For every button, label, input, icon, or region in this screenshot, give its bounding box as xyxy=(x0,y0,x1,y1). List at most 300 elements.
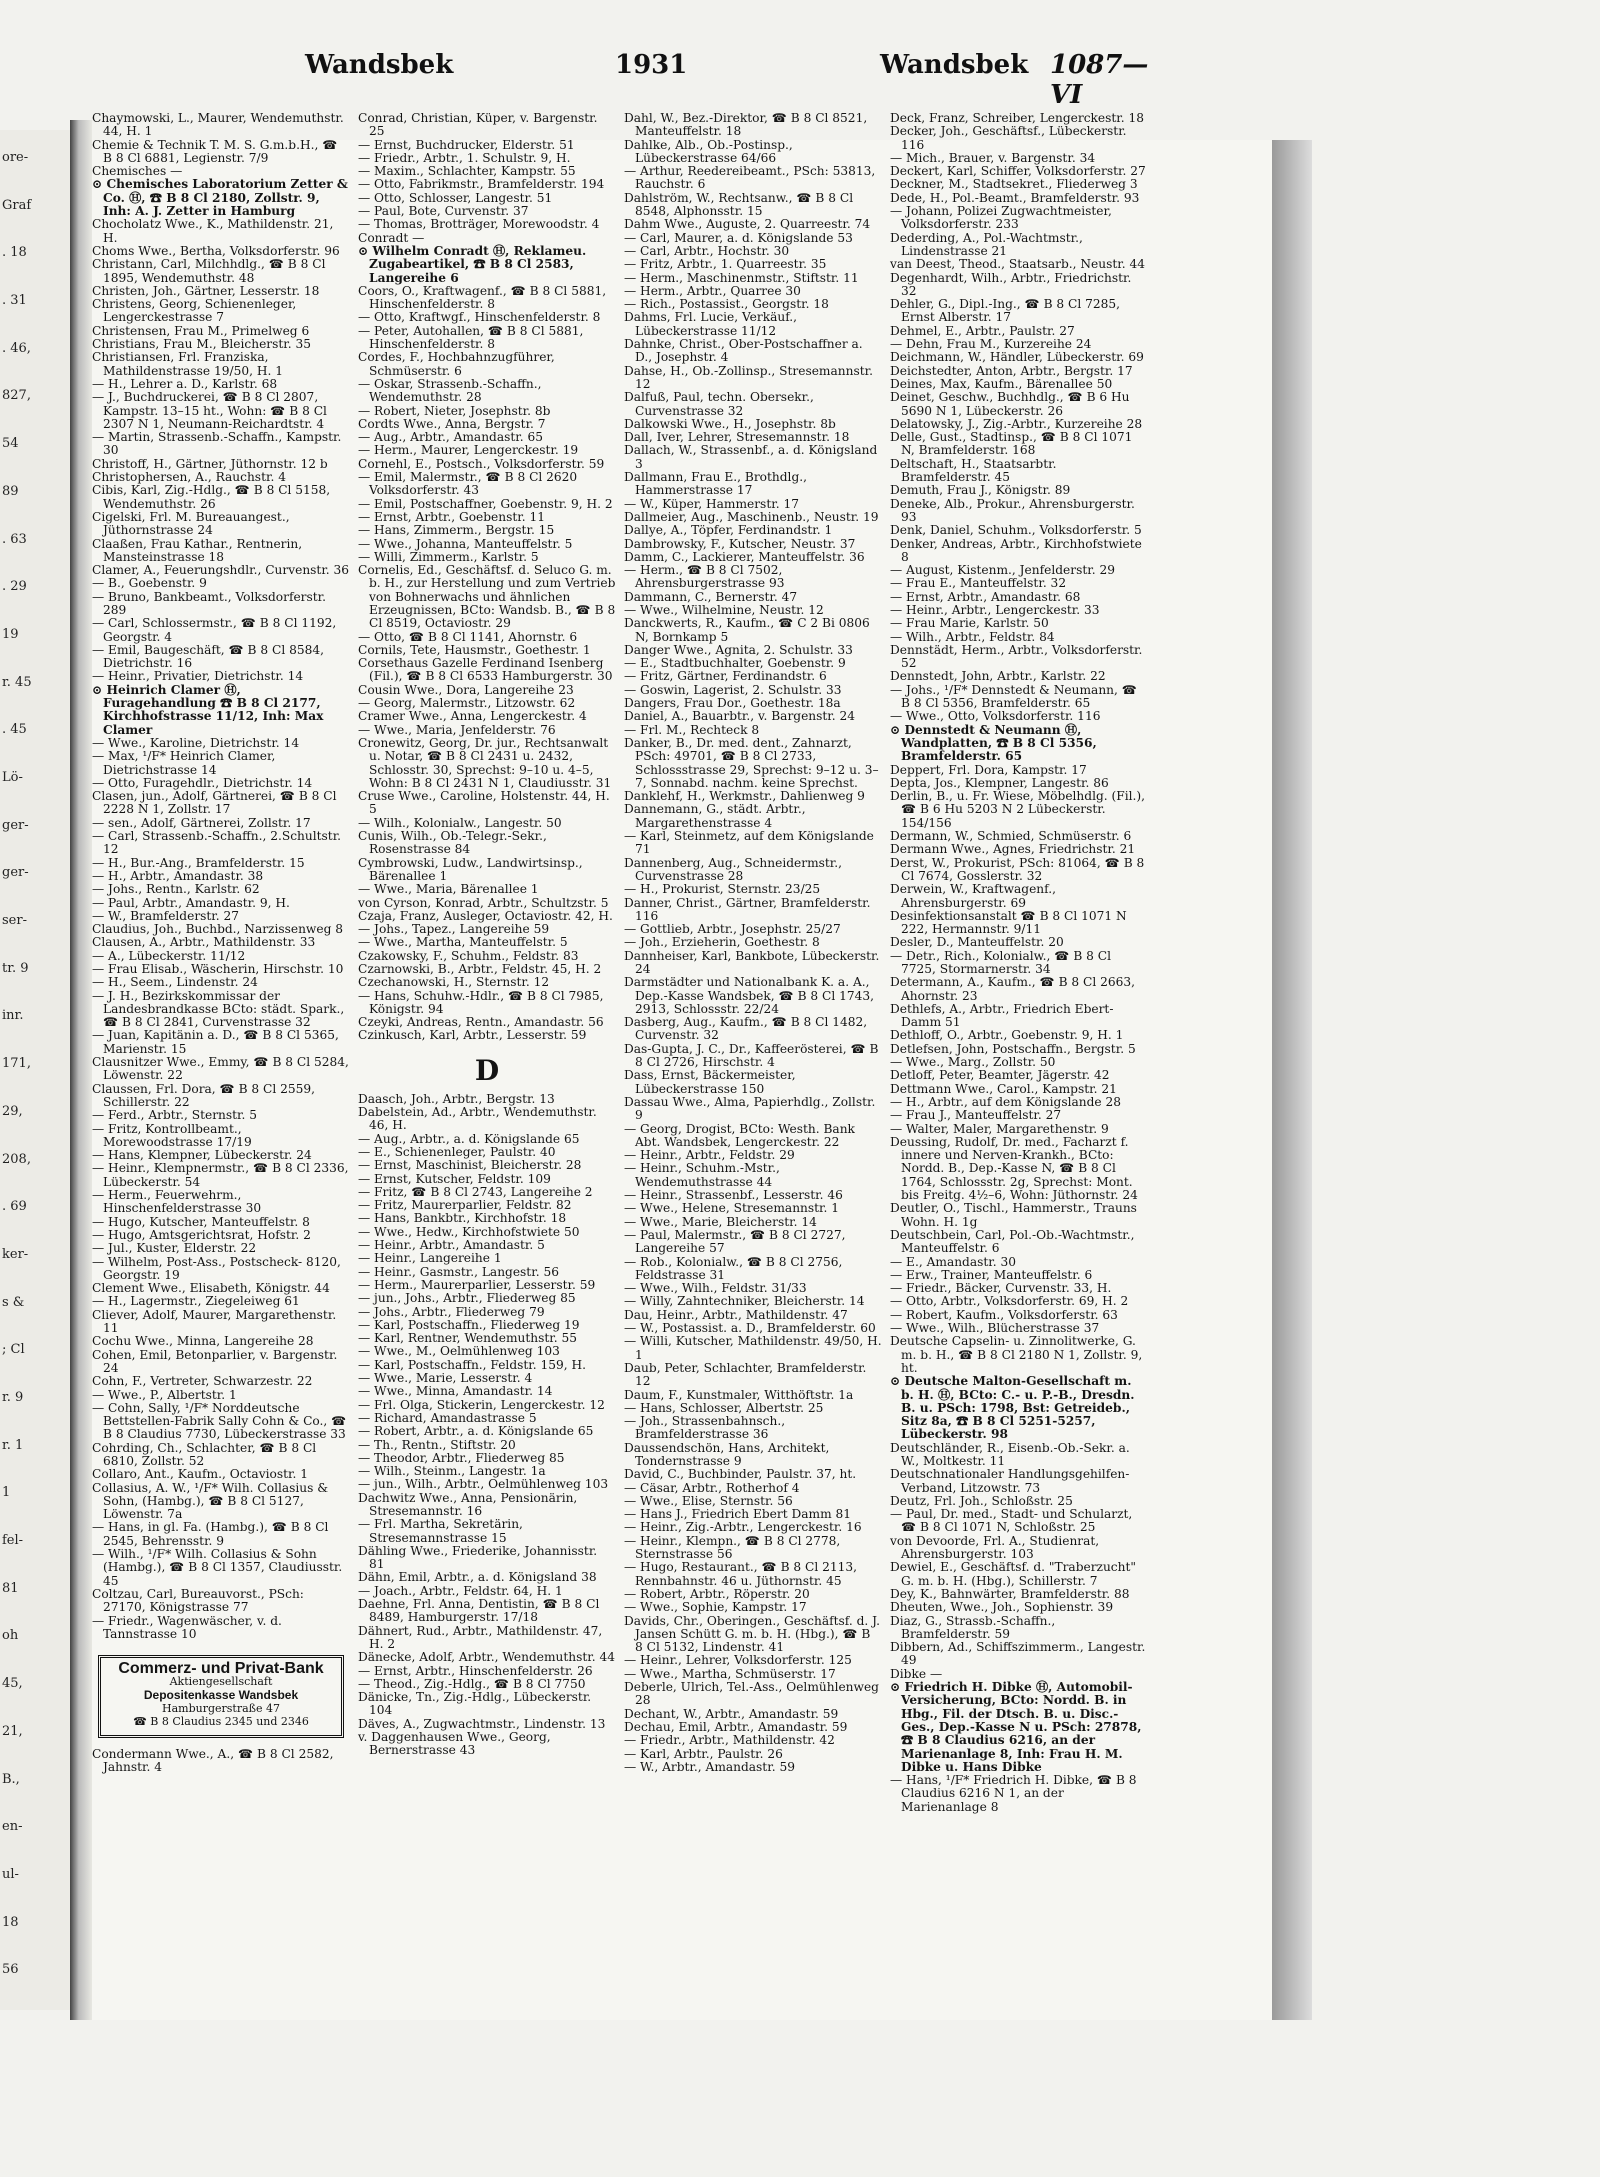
directory-entry: — Ernst, Maschinist, Bleicherstr. 28 xyxy=(358,1158,582,1173)
directory-entry: — Wwe., Wilhelmine, Neustr. 12 xyxy=(624,602,824,617)
directory-entry: Cohn, F., Vertreter, Schwarzestr. 22 xyxy=(92,1374,313,1389)
directory-entry: — Peter, Autohallen, ☎ B 8 Cl 5881, Hinschenfelderstr. 8 xyxy=(358,323,584,352)
directory-entry: — Bruno, Bankbeamt., Volksdorferstr. 289 xyxy=(92,589,327,617)
directory-entry: Clamer, A., Feuerungshdlr., Curvenstr. 36 xyxy=(92,563,350,578)
directory-entry: — Erw., Trainer, Manteuffelstr. 6 xyxy=(890,1267,1093,1282)
directory-entry: — Friedr., Arbtr., Mathildenstr. 42 xyxy=(624,1733,835,1748)
directory-entry: Dambrowsky, F., Kutscher, Neustr. 37 xyxy=(624,536,856,551)
directory-entry: — Frl. Martha, Sekretärin, Stresemannstrasse 15 xyxy=(358,1517,523,1545)
directory-entry: — Wilh., Arbtr., Feldstr. 84 xyxy=(890,629,1055,644)
directory-entry: — Robert, Kaufm., Volksdorferstr. 63 xyxy=(890,1307,1118,1322)
directory-entry: — Joach., Arbtr., Feldstr. 64, H. 1 xyxy=(358,1583,563,1598)
directory-entry: — Carl, Schlossermstr., ☎ B 8 Cl 1192, Georgstr. 4 xyxy=(92,616,337,644)
prev-page-fragment: 45, xyxy=(2,1676,23,1692)
directory-entry: Cornils, Tete, Hausmstr., Goethestr. 1 xyxy=(358,642,591,657)
directory-entry: — Otto, Schlosser, Langestr. 51 xyxy=(358,190,553,205)
directory-entry: — Hans, ¹/F* Friedrich H. Dibke, ☎ B 8 Claudius 6216 N 1, an der Marienanlage 8 xyxy=(890,1773,1137,1814)
directory-entry: — Wwe., Sophie, Kampstr. 17 xyxy=(624,1600,807,1615)
directory-entry: — Willy, Zahntechniker, Bleicherstr. 14 xyxy=(624,1294,865,1309)
directory-entry: Dethlefs, A., Arbtr., Friedrich Ebert-Damm 51 xyxy=(890,1001,1114,1030)
directory-entry: — Wwe., Marie, Lesserstr. 4 xyxy=(358,1371,533,1386)
prev-page-fragment: 1 xyxy=(2,1485,11,1501)
prev-page-fragment: . 63 xyxy=(2,531,27,547)
ad-line4: ☎ B 8 Claudius 2345 und 2346 xyxy=(133,1715,309,1729)
directory-entry: — Heinr., Klempn., ☎ B 8 Cl 2778, Sternstrasse 56 xyxy=(624,1533,841,1562)
directory-entry: v. Daggenhausen Wwe., Georg, Bernerstrasse 43 xyxy=(358,1730,551,1758)
directory-entry: — Karl, Postschaffn., Fliederweg 19 xyxy=(358,1317,580,1332)
directory-entry: Dass, Ernst, Bäckermeister, Lübeckerstrasse 150 xyxy=(624,1068,796,1096)
directory-entry: — Karl, Postschaffn., Feldstr. 159, H. xyxy=(358,1357,587,1372)
directory-entry: Depta, Jos., Klempner, Langestr. 86 xyxy=(890,775,1109,790)
directory-entry: Determann, A., Kaufm., ☎ B 8 Cl 2663, Ahornstr. 23 xyxy=(890,975,1136,1003)
directory-entry: — Herm., Arbtr., Quarree 30 xyxy=(624,283,801,298)
directory-entry: — Cäsar, Arbtr., Rotherhof 4 xyxy=(624,1480,800,1495)
directory-entry: Dermann, W., Schmied, Schmüserstr. 6 xyxy=(890,829,1132,844)
directory-entry: — Robert, Arbtr., a. d. Königslande 65 xyxy=(358,1424,594,1439)
directory-entry: — Heinr., Strassenbf., Lesserstr. 46 xyxy=(624,1188,843,1203)
prev-page-fragment: 89 xyxy=(2,483,19,499)
prev-page-fragment: 171, xyxy=(2,1056,31,1072)
directory-entry: — Maxim., Schlachter, Kampstr. 55 xyxy=(358,164,576,179)
directory-entry: Cordes, F., Hochbahnzugführer, Schmüserstr. 6 xyxy=(358,350,555,378)
directory-entry: Dänicke, Tn., Zig.-Hdlg., Lübeckerstr. 104 xyxy=(358,1690,592,1718)
directory-entry: — Joh., Erzieherin, Goethestr. 8 xyxy=(624,935,820,950)
prev-page-fragment: B., xyxy=(2,1771,20,1787)
directory-entry: Deichmann, W., Händler, Lübeckerstr. 69 xyxy=(890,350,1144,365)
directory-entry: — Hans J., Friedrich Ebert Damm 81 xyxy=(624,1507,852,1522)
directory-entry: Daum, F., Kunstmaler, Witthöftstr. 1a xyxy=(624,1387,854,1402)
directory-entry: Danker, B., Dr. med. dent., Zahnarzt, PSch: 49701, ☎ B 8 Cl 2733, Schlossstrasse 29, Sprechst: 9–12 u. 3–7, Sonnabd. nachm. keine Sprechst. xyxy=(624,735,879,790)
directory-entry: Demuth, Frau J., Königstr. 89 xyxy=(890,483,1071,498)
directory-entry: — Heinr., Arbtr., Lengerckestr. 33 xyxy=(890,602,1100,617)
directory-entry: — H., Lehrer a. D., Karlstr. 68 xyxy=(92,376,278,391)
directory-entry: — Martin, Strassenb.-Schaffn., Kampstr. 30 xyxy=(92,430,342,458)
directory-entry: — Frau Elisab., Wäscherin, Hirschstr. 10 xyxy=(92,962,344,976)
directory-entry: — jun., Wilh., Arbtr., Oelmühlenweg 103 xyxy=(358,1477,609,1492)
directory-entry: Davids, Chr., Oberingen., Geschäftsf. d. J. Jansen Schütt G. m. b. H. (Hbg.), ☎ B 8 Cl 5132, Lindenstr. 41 xyxy=(624,1613,880,1655)
column-4 xyxy=(890,112,1148,1814)
directory-entry: — Frl. M., Rechteck 8 xyxy=(624,722,760,737)
directory-entry: Denker, Andreas, Arbtr., Kirchhofstwiete 8 xyxy=(890,536,1142,564)
directory-entry: Cousin Wwe., Dora, Langereihe 23 xyxy=(358,682,574,697)
directory-entry: Dechau, Emil, Arbtr., Amandastr. 59 xyxy=(624,1719,848,1734)
directory-entry: — Johs., Arbtr., Fliederweg 79 xyxy=(358,1304,545,1319)
directory-entry: Chaymowski, L., Maurer, Wendemuthstr. 44, H. 1 xyxy=(92,111,344,139)
prev-page-fragment: . 29 xyxy=(2,579,27,595)
bank-advertisement xyxy=(98,1655,344,1737)
directory-entry: von Cyrson, Konrad, Arbtr., Schultzstr. 5 xyxy=(358,895,609,910)
directory-entry: — Hugo, Restaurant., ☎ B 8 Cl 2113, Rennbahnstr. 46 u. Jüthornstr. 45 xyxy=(624,1560,858,1588)
directory-entry: — Ernst, Kutscher, Feldstr. 109 xyxy=(358,1171,551,1186)
directory-entry: — H., Prokurist, Sternstr. 23/25 xyxy=(624,882,821,897)
directory-entry: Deneke, Alb., Prokur., Ahrensburgerstr. 93 xyxy=(890,496,1135,524)
directory-entry: — Otto, Arbtr., Volksdorferstr. 69, H. 2 xyxy=(890,1294,1129,1309)
page-header xyxy=(90,50,1160,110)
prev-page-fragment: inr. xyxy=(2,1008,24,1024)
ad-line2: Depositenkasse Wandsbek xyxy=(143,1687,299,1702)
directory-entry: — Aug., Arbtr., Amandastr. 65 xyxy=(358,430,544,445)
directory-entry: — Heinr., Arbtr., Feldstr. 29 xyxy=(624,1148,795,1163)
directory-entry: Dahse, H., Ob.-Zollinsp., Stresemannstr. 12 xyxy=(624,363,873,391)
directory-entry: Cliever, Adolf, Maurer, Margarethenstr. 11 xyxy=(92,1307,337,1336)
directory-entry: Christen, Joh., Gärtner, Lesserstr. 18 xyxy=(92,283,320,298)
directory-entry: Detloff, Peter, Beamter, Jägerstr. 42 xyxy=(890,1068,1110,1083)
directory-entry: Czeyki, Andreas, Rentn., Amandastr. 56 xyxy=(358,1015,604,1030)
directory-entry: Dethloff, O., Arbtr., Goebenstr. 9, H. 1 xyxy=(890,1028,1124,1043)
directory-entry: — Thomas, Brotträger, Morewoodstr. 4 xyxy=(358,217,600,232)
directory-entry: Darmstädter und Nationalbank K. a. A., Dep.-Kasse Wandsbek, ☎ B 8 Cl 1743, 2913, Schlossstr. 22/24 xyxy=(624,975,875,1016)
directory-entry: Denk, Daniel, Schuhm., Volksdorferstr. 5 xyxy=(890,523,1142,538)
directory-entry: — Emil, Postschaffner, Goebenstr. 9, H. 2 xyxy=(358,496,613,511)
directory-entry: — Fritz, Maurerparlier, Feldstr. 82 xyxy=(358,1198,572,1213)
directory-entry: — Fritz, Kontrollbeamt., Morewoodstrasse 17/19 xyxy=(92,1121,252,1149)
directory-entry: — E., Schienenleger, Paulstr. 40 xyxy=(358,1144,556,1159)
directory-entry: — Georg, Drogist, BCto: Westh. Bank Abt. Wandsbek, Lengerckestr. 22 xyxy=(624,1121,855,1149)
directory-entry: Cramer Wwe., Anna, Lengerckestr. 4 xyxy=(358,709,587,724)
prev-page-fragment: Graf xyxy=(2,197,32,213)
directory-entry: van Deest, Theod., Staatsarb., Neustr. 44 xyxy=(890,257,1145,272)
directory-entry: Däves, A., Zugwachtmstr., Lindenstr. 13 xyxy=(358,1716,606,1731)
directory-entry: — Frl. Olga, Stickerin, Lengerckestr. 12 xyxy=(358,1397,605,1412)
header-city-right: Wandsbek xyxy=(880,50,1029,80)
directory-entry: Dahms, Frl. Lucie, Verkäuf., Lübeckerstrasse 11/12 xyxy=(624,310,798,338)
directory-entry: Dähn, Emil, Arbtr., a. d. Königsland 38 xyxy=(358,1570,597,1585)
directory-entry: — Herm., Maurerparlier, Lesserstr. 59 xyxy=(358,1277,596,1292)
directory-entry: Danklehf, H., Werkmstr., Dahlienweg 9 xyxy=(624,789,865,804)
directory-entry: — Wwe., Marg., Zollstr. 50 xyxy=(890,1055,1056,1070)
directory-entry: Dallye, A., Töpfer, Ferdinandstr. 1 xyxy=(624,523,833,538)
prev-page-fragment: tr. 9 xyxy=(2,960,29,976)
directory-entry: — Carl, Strassenb.-Schaffn., 2.Schultstr. 12 xyxy=(92,829,342,857)
directory-entry: — H., Arbtr., auf dem Königslande 28 xyxy=(890,1094,1122,1109)
directory-entry: Collasius, A. W., ¹/F* Wilh. Collasius & Sohn, (Hambg.), ☎ B 8 Cl 5127, Löwenstr. 7a xyxy=(92,1480,329,1522)
directory-entry: Conrad, Christian, Küper, v. Bargenstr. 25 xyxy=(358,111,598,139)
directory-entry: Cornelis, Ed., Geschäftsf. d. Seluco G. m. b. H., zur Herstellung und zum Vertrieb von Bohnerwachs und ähnlichen Erzeugnissen, BCto: Wandsb. B., ☎ B 8 Cl 8519, Octaviostr. 29 xyxy=(358,563,616,631)
directory-entry: Cigelski, Frl. M. Bureauangest., Jüthornstrasse 24 xyxy=(92,509,290,538)
directory-entry: Coors, O., Kraftwagenf., ☎ B 8 Cl 5881, Hinschenfelderstr. 8 xyxy=(358,283,607,312)
prev-page-fragment: 29, xyxy=(2,1103,23,1119)
directory-entry: Derst, W., Prokurist, PSch: 81064, ☎ B 8 Cl 7674, Gosslerstr. 32 xyxy=(890,855,1145,883)
directory-entry: Dall, Iver, Lehrer, Stresemannstr. 18 xyxy=(624,430,850,445)
directory-entry: Cibis, Karl, Zig.-Hdlg., ☎ B 8 Cl 5158, Wendemuthstr. 26 xyxy=(92,483,331,511)
directory-entry: Das-Gupta, J. C., Dr., Kaffeerösterei, ☎ B 8 Cl 2726, Hirschstr. 4 xyxy=(624,1041,879,1070)
directory-entry: Dachwitz Wwe., Anna, Pensionärin, Stresemannstr. 16 xyxy=(358,1490,578,1518)
directory-entry: — Otto, Fabrikmstr., Bramfelderstr. 194 xyxy=(358,177,605,192)
directory-entry: Decker, Joh., Geschäftsf., Lübeckerstr. 116 xyxy=(890,124,1127,152)
directory-entry: — Rich., Postassist., Georgstr. 18 xyxy=(624,297,829,312)
directory-entry: — Ferd., Arbtr., Sternstr. 5 xyxy=(92,1108,258,1123)
prev-page-fragment: en- xyxy=(2,1819,23,1835)
directory-entry: — Robert, Nieter, Josephstr. 8b xyxy=(358,403,551,418)
directory-entry: Chocholatz Wwe., K., Mathildenstr. 21, H. xyxy=(92,217,334,245)
previous-page-edge xyxy=(0,130,73,2010)
prev-page-fragment: 81 xyxy=(2,1580,19,1596)
directory-entry: — Ernst, Arbtr., Hinschenfelderstr. 26 xyxy=(358,1663,593,1678)
column-3 xyxy=(624,112,882,1774)
directory-entry: Dasberg, Aug., Kaufm., ☎ B 8 Cl 1482, Curvenstr. 32 xyxy=(624,1015,868,1043)
directory-entry: — Otto, Kraftwgf., Hinschenfelderstr. 8 xyxy=(358,310,601,325)
directory-entry: Dehmel, E., Arbtr., Paulstr. 27 xyxy=(890,323,1075,338)
directory-entry: — Wilh., Steinm., Langestr. 1a xyxy=(358,1464,546,1479)
directory-entry: — W., Küper, Hammerstr. 17 xyxy=(624,496,799,511)
directory-entry: — J. H., Bezirkskommissar der Landesbrandkasse BCto: städt. Spark., ☎ B 8 Cl 2841, Curvenstrasse 32 xyxy=(92,988,345,1030)
directory-entry: — Karl, Steinmetz, auf dem Königslande 71 xyxy=(624,829,874,857)
directory-entry: — Herm., Feuerwehrm., Hinschenfelderstrasse 30 xyxy=(92,1188,262,1216)
directory-entry: Corsethaus Gazelle Ferdinand Isenberg (Fil.), ☎ B 8 Cl 6533 Hamburgerstr. 30 xyxy=(358,656,613,684)
prev-page-fragment: r. 9 xyxy=(2,1390,24,1405)
directory-entry: — H., Lagermstr., Ziegeleiweg 61 xyxy=(92,1294,300,1309)
directory-entry: ⊙ Chemisches Laboratorium Zetter & Co. Ⓗ, ☎ B 8 Cl 2180, Zollstr. 9, Inh: A. J. Zetter in Hamburg xyxy=(92,177,348,219)
directory-entry: Cornehl, E., Postsch., Volksdorferstr. 59 xyxy=(358,456,605,471)
directory-entry: Dibbern, Ad., Schiffszimmerm., Langestr. 49 xyxy=(890,1640,1146,1668)
directory-entry: Deichstedter, Anton, Arbtr., Bergstr. 17 xyxy=(890,363,1133,378)
directory-entry: Desinfektionsanstalt ☎ B 8 Cl 1071 N 222, Hermannstr. 9/11 xyxy=(890,908,1127,937)
directory-entry: Deckner, M., Stadtsekret., Fliederweg 3 xyxy=(890,177,1138,192)
directory-entry: Deltschaft, H., Staatsarbtr. Bramfelderstr. 45 xyxy=(890,456,1057,485)
directory-entry: — Willi, Zimmerm., Karlstr. 5 xyxy=(358,549,539,564)
directory-entry: Deck, Franz, Schreiber, Lengerckestr. 18 xyxy=(890,111,1145,125)
directory-entry: — Otto, ☎ B 8 Cl 1141, Ahornstr. 6 xyxy=(358,629,578,644)
directory-entry: Deutsche Capselin- u. Zinnolitwerke, G. m. b. H., ☎ B 8 Cl 2180 N 1, Zollstr. 9, ht. xyxy=(890,1334,1143,1375)
directory-entry: Christoff, H., Gärtner, Jüthornstr. 12 b xyxy=(92,456,328,471)
directory-entry: Dennstedt, John, Arbtr., Karlstr. 22 xyxy=(890,669,1106,684)
directory-entry: — Fritz, ☎ B 8 Cl 2743, Langereihe 2 xyxy=(358,1184,593,1199)
prev-page-fragment: r. 1 xyxy=(2,1437,24,1453)
directory-entry: — Cohn, Sally, ¹/F* Norddeutsche Bettstellen-Fabrik Sally Cohn & Co., ☎ B 8 Claudius 7730, Lübeckerstrasse 33 xyxy=(92,1400,347,1442)
directory-entry: Dallmeier, Aug., Maschinenb., Neustr. 19 xyxy=(624,509,879,524)
ad-line1: Aktiengesellschaft xyxy=(169,1675,273,1689)
directory-entry: — Wilh., Kolonialw., Langestr. 50 xyxy=(358,815,562,830)
directory-entry: Dannemann, G., städt. Arbtr., Margarethenstrasse 4 xyxy=(624,802,806,830)
prev-page-fragment: oh xyxy=(2,1628,19,1644)
directory-entry: Deutz, Frl. Joh., Schloßstr. 25 xyxy=(890,1493,1073,1508)
directory-entry: — Hans, Klempner, Lübeckerstr. 24 xyxy=(92,1148,312,1163)
directory-entry: Degenhardt, Wilh., Arbtr., Friedrichstr. 32 xyxy=(890,270,1132,298)
directory-entry: ⊙ Deutsche Malton-Gesellschaft m. b. H. Ⓗ, BCto: C.- u. P.-B., Dresdn. B. u. PSch: 1798, Bst: Getreideb., Sitz 8a, ☎ B 8 Cl 5251-5257, Lübeckerstr. 98 xyxy=(890,1374,1135,1442)
directory-entry: Desler, D., Manteuffelstr. 20 xyxy=(890,935,1064,950)
directory-entry: Dahnke, Christ., Ober-Postschaffner a. D., Josephstr. 4 xyxy=(624,337,863,365)
directory-entry: — Heinr., Lehrer, Volksdorferstr. 125 xyxy=(624,1653,852,1668)
directory-entry: Conradt — xyxy=(358,230,425,245)
directory-entry: Dannheiser, Karl, Bankbote, Lübeckerstr. 24 xyxy=(624,948,880,976)
directory-entry: — Wilh., ¹/F* Wilh. Collasius & Sohn (Hambg.), ☎ B 8 Cl 1357, Claudiusstr. 45 xyxy=(92,1547,343,1588)
directory-entry: — W., Bramfelderstr. 27 xyxy=(92,908,240,923)
directory-entry: — Fritz, Gärtner, Ferdinandstr. 6 xyxy=(624,669,827,684)
directory-entry: Cochu Wwe., Minna, Langereihe 28 xyxy=(92,1334,314,1349)
directory-entry: Condermann Wwe., A., ☎ B 8 Cl 2582, Jahnstr. 4 xyxy=(92,1746,334,1774)
directory-entry: — Goswin, Lagerist, 2. Schulstr. 33 xyxy=(624,682,842,697)
directory-entry: — Joh., Strassenbahnsch., Bramfelderstrasse 36 xyxy=(624,1414,786,1442)
directory-entry: ⊙ Friedrich H. Dibke Ⓗ, Automobil-Versicherung, BCto: Nordd. B. in Hbg., Fil. der Dtsch. B. u. Disc.-Ges., Dep.-Kasse N u. PSch: 27878, ☎ B 8 Claudius 6216, an der Marienanlage 8, Inh: Frau H. M. Dibke u. Hans Dibke xyxy=(890,1680,1142,1774)
prev-page-fragment: ore- xyxy=(2,150,29,165)
directory-entry: Dalkowski Wwe., H., Josephstr. 8b xyxy=(624,416,836,431)
directory-entry: — Paul, Bote, Curvenstr. 37 xyxy=(358,204,529,219)
directory-entry: Dahlström, W., Rechtsanw., ☎ B 8 Cl 8548, Alphonsstr. 15 xyxy=(624,190,854,219)
directory-entry: — Max, ¹/F* Heinrich Clamer, Dietrichstrasse 14 xyxy=(92,749,276,777)
directory-entry: — B., Goebenstr. 9 xyxy=(92,576,207,591)
directory-entry: Cronewitz, Georg, Dr. jur., Rechtsanwalt u. Notar, ☎ B 8 Cl 2431 u. 2432, Schlosstr. 30, Sprechst: 9–10 u. 4–5, Wohn: B 8 Cl 2431 N 1, Claudiusstr. 31 xyxy=(358,735,612,790)
directory-entry: — Friedr., Wagenwäscher, v. d. Tannstrasse 10 xyxy=(92,1613,282,1641)
directory-entry: — Hans, Bankbtr., Kirchhofstr. 18 xyxy=(358,1211,567,1226)
directory-entry: — Friedr., Arbtr., 1. Schulstr. 9, H. xyxy=(358,150,571,165)
directory-entry: Coltzau, Carl, Bureauvorst., PSch: 27170, Königstrasse 77 xyxy=(92,1586,304,1615)
directory-entry: Daasch, Joh., Arbtr., Bergstr. 13 xyxy=(358,1091,555,1106)
directory-entry: Dibke — xyxy=(890,1666,943,1681)
directory-entry: Damm, C., Lackierer, Manteuffelstr. 36 xyxy=(624,549,865,564)
directory-entry: — Ernst, Buchdrucker, Elderstr. 51 xyxy=(358,137,575,152)
directory-entry: — Theod., Zig.-Hdlg., ☎ B 8 Cl 7750 xyxy=(358,1676,586,1691)
directory-entry: Deckert, Karl, Schiffer, Volksdorferstr. 27 xyxy=(890,164,1146,179)
prev-page-fragment: . 46, xyxy=(2,340,31,356)
directory-entry: Cohrding, Ch., Schlachter, ☎ B 8 Cl 6810, Zollstr. 52 xyxy=(92,1440,317,1468)
prev-page-fragment: ger- xyxy=(2,817,29,833)
directory-entry: — Th., Rentn., Stiftstr. 20 xyxy=(358,1437,516,1452)
directory-entry: Dermann Wwe., Agnes, Friedrichstr. 21 xyxy=(890,842,1136,857)
directory-entry: Deberle, Ulrich, Tel.-Ass., Oelmühlenweg 28 xyxy=(624,1680,879,1708)
directory-entry: David, C., Buchbinder, Paulstr. 37, ht. xyxy=(624,1467,857,1482)
section-letter-heading: D xyxy=(474,1053,500,1087)
directory-entry: — Karl, Arbtr., Paulstr. 26 xyxy=(624,1746,783,1761)
prev-page-fragment: ser- xyxy=(2,913,27,929)
directory-entry: — Hugo, Amtsgerichtsrat, Hofstr. 2 xyxy=(92,1227,311,1242)
directory-entry: — H., Seem., Lindenstr. 24 xyxy=(92,975,258,990)
directory-entry: Dabelstein, Ad., Arbtr., Wendemuthstr. 46, H. xyxy=(358,1105,597,1133)
directory-entry: Deussing, Rudolf, Dr. med., Facharzt f. innere und Nerven-Krankh., BCto: Nordd. B., Dep.-Kasse N, ☎ B 8 Cl 1764, Schlossstr. 2g, Sprechst: Mont. bis Freitg. 4½–6, Wohn: Jüthornstr. 24 xyxy=(890,1134,1138,1203)
directory-entry: Christann, Carl, Milchhdlg., ☎ B 8 Cl 1895, Wendemuthstr. 48 xyxy=(92,257,326,285)
directory-entry: Dallmann, Frau E., Brothdlg., Hammerstrasse 17 xyxy=(624,470,808,498)
directory-entry: Collaro, Ant., Kaufm., Octaviostr. 1 xyxy=(92,1467,308,1482)
prev-page-fragment: ker- xyxy=(2,1246,29,1262)
directory-entry: Clausnitzer Wwe., Emmy, ☎ B 8 Cl 5284, Löwenstr. 22 xyxy=(92,1055,349,1083)
directory-entry: — Aug., Arbtr., a. d. Königslande 65 xyxy=(358,1131,580,1146)
directory-entry: — H., Bur.-Ang., Bramfelderstr. 15 xyxy=(92,855,305,870)
directory-entry: Daub, Peter, Schlachter, Bramfelderstr. 12 xyxy=(624,1360,867,1389)
directory-entry: — Carl, Arbtr., Hochstr. 30 xyxy=(624,243,790,258)
directory-entry: — Heinr., Gasmstr., Langestr. 56 xyxy=(358,1264,559,1279)
directory-entry: — Detr., Rich., Kolonialw., ☎ B 8 Cl 7725, Stormarnerstr. 34 xyxy=(890,948,1112,976)
directory-entry: — Wwe., Marie, Bleicherstr. 14 xyxy=(624,1214,817,1229)
prev-page-fragment: ul- xyxy=(2,1866,19,1882)
directory-entry: — E., Amandastr. 30 xyxy=(890,1254,1017,1269)
directory-entry: — Fritz, Arbtr., 1. Quarreestr. 35 xyxy=(624,257,827,272)
directory-entry: — Gottlieb, Arbtr., Josephstr. 25/27 xyxy=(624,922,841,937)
directory-entry: — Juan, Kapitänin a. D., ☎ B 8 Cl 5365, Marienstr. 15 xyxy=(92,1028,339,1056)
directory-entry: Dassau Wwe., Alma, Papierhdlg., Zollstr. 9 xyxy=(624,1094,876,1123)
directory-entry: — Wwe., Helene, Stresemannstr. 1 xyxy=(624,1201,840,1216)
directory-entry: Delle, Gust., Stadtinsp., ☎ B 8 Cl 1071 N, Bramfelderstr. 168 xyxy=(890,430,1133,458)
directory-entry: — Wwe., Hedw., Kirchhofstwiete 50 xyxy=(358,1224,580,1239)
directory-entry: Dede, H., Pol.-Beamt., Bramfelderstr. 93 xyxy=(890,190,1140,205)
header-city-left: Wandsbek xyxy=(305,50,454,80)
directory-entry: — Frau E., Manteuffelstr. 32 xyxy=(890,576,1067,591)
ad-title: Commerz- und Privat-Bank xyxy=(118,1660,324,1678)
directory-entry: — Wwe., Johanna, Manteuffelstr. 5 xyxy=(358,536,573,551)
directory-entry: — Ernst, Arbtr., Amandastr. 68 xyxy=(890,589,1081,604)
directory-entry: Delatowsky, J., Zig.-Arbtr., Kurzereihe 28 xyxy=(890,416,1143,431)
directory-entry: — jun., Johs., Arbtr., Fliederweg 85 xyxy=(358,1291,576,1306)
header-page-number: 1087—VI xyxy=(1050,50,1149,110)
directory-entry: Daniel, A., Bauarbtr., v. Bargenstr. 24 xyxy=(624,709,856,724)
directory-entry: — Georg, Malermstr., Litzowstr. 62 xyxy=(358,696,576,711)
directory-entry: Dehler, G., Dipl.-Ing., ☎ B 8 Cl 7285, Ernst Alberstr. 17 xyxy=(890,297,1121,325)
directory-entry: Danger Wwe., Agnita, 2. Schulstr. 33 xyxy=(624,642,853,657)
directory-entry: Deutler, O., Tischl., Hammerstr., Trauns Wohn. H. 1g xyxy=(890,1201,1137,1229)
prev-page-fragment: 19 xyxy=(2,626,19,642)
directory-entry: Choms Wwe., Bertha, Volksdorferstr. 96 xyxy=(92,243,340,258)
directory-entry: Dallach, W., Strassenbf., a. d. Königsland 3 xyxy=(624,443,878,471)
directory-entry: Chemie & Technik T. M. S. G.m.b.H., ☎ B 8 Cl 6881, Legienstr. 7/9 xyxy=(92,137,338,165)
prev-page-fragment: . 69 xyxy=(2,1199,27,1215)
directory-entry: — Herm., Maschinenmstr., Stiftstr. 11 xyxy=(624,270,859,285)
directory-entry: — Wwe., Martha, Manteuffelstr. 5 xyxy=(358,935,568,950)
directory-entry: Czinkusch, Karl, Arbtr., Lesserstr. 59 xyxy=(358,1028,587,1043)
header-year: 1931 xyxy=(615,50,688,80)
directory-entry: Dalfuß, Paul, techn. Obersekr., Curvenstrasse 32 xyxy=(624,390,814,418)
directory-entry: — Hugo, Kutscher, Manteuffelstr. 8 xyxy=(92,1214,310,1229)
directory-entry: Clasen, jun., Adolf, Gärtnerei, ☎ B 8 Cl 2228 N 1, Zollstr. 17 xyxy=(92,789,337,817)
prev-page-fragment: ; Cl xyxy=(2,1342,25,1358)
directory-entry: — Wwe., Wilh., Feldstr. 31/33 xyxy=(624,1281,807,1296)
prev-page-fragment: 18 xyxy=(2,1914,19,1930)
directory-entry: — Herm., ☎ B 8 Cl 7502, Ahrensburgerstrasse 93 xyxy=(624,563,785,591)
directory-entry: — sen., Adolf, Gärtnerei, Zollstr. 17 xyxy=(92,815,311,830)
directory-entry: Dähnert, Rud., Arbtr., Mathildenstr. 47, H. 2 xyxy=(358,1623,603,1651)
directory-entry: Czakowsky, F., Schuhm., Feldstr. 83 xyxy=(358,948,579,963)
prev-page-fragment: s & xyxy=(2,1294,25,1310)
directory-entry: Derwein, W., Kraftwagenf., Ahrensburgerstr. 69 xyxy=(890,882,1056,910)
directory-entry: Cordts Wwe., Anna, Bergstr. 7 xyxy=(358,416,546,431)
directory-entry: Deutschländer, R., Eisenb.-Ob.-Sekr. a. W., Moltkestr. 11 xyxy=(890,1440,1130,1468)
directory-entry: — Richard, Amandastrasse 5 xyxy=(358,1410,537,1425)
prev-page-fragment: fel- xyxy=(2,1533,24,1549)
directory-entry: ⊙ Heinrich Clamer Ⓗ, Furagehandlung ☎ B 8 Cl 2177, Kirchhofstrasse 11/12, Inh: Max Clamer xyxy=(92,682,324,737)
directory-entry: Deppert, Frl. Dora, Kampstr. 17 xyxy=(890,762,1087,777)
directory-entry: — Heinr., Privatier, Dietrichstr. 14 xyxy=(92,669,304,684)
directory-entry: — Wwe., Maria, Jenfelderstr. 76 xyxy=(358,722,556,737)
directory-entry: — Carl, Maurer, a. d. Königslande 53 xyxy=(624,230,853,245)
directory-entry: — Emil, Malermstr., ☎ B 8 Cl 2620 Volksdorferstr. 43 xyxy=(358,470,578,498)
directory-entry: Dechant, W., Arbtr., Amandastr. 59 xyxy=(624,1706,839,1721)
directory-entry: Deines, Max, Kaufm., Bärenallee 50 xyxy=(890,376,1113,391)
directory-entry: — E., Stadtbuchhalter, Goebenstr. 9 xyxy=(624,656,846,671)
prev-page-fragment: 56 xyxy=(2,1962,19,1978)
directory-entry: — Paul, Dr. med., Stadt- und Schularzt, ☎ B 8 Cl 1071 N, Schloßstr. 25 xyxy=(890,1507,1133,1535)
directory-entry: ⊙ Wilhelm Conradt Ⓗ, Reklameu. Zugabeartikel, ☎ B 8 Cl 2583, Langereihe 6 xyxy=(358,243,587,285)
page-edge xyxy=(1272,140,1312,2020)
directory-entry: — Wwe., Maria, Bärenallee 1 xyxy=(358,882,539,897)
directory-entry: — Wwe., Elise, Sternstr. 56 xyxy=(624,1493,793,1508)
directory-entry: — Wwe., Minna, Amandastr. 14 xyxy=(358,1384,553,1399)
prev-page-fragment: r. 45 xyxy=(2,674,32,690)
directory-entry: — Willi, Kutscher, Mathildenstr. 49/50, H. 1 xyxy=(624,1334,882,1362)
directory-entry: Danner, Christ., Gärtner, Bramfelderstr. 116 xyxy=(624,895,871,923)
directory-entry: — Heinr., Zig.-Arbtr., Lengerckestr. 16 xyxy=(624,1520,862,1535)
directory-entry: Danckwerts, R., Kaufm., ☎ C 2 Bi 0806 N, Bornkamp 5 xyxy=(624,616,870,644)
directory-entry: — Johann, Polizei Zugwachtmeister, Volksdorferstr. 233 xyxy=(890,204,1112,232)
directory-entry: — Wwe., Karoline, Dietrichstr. 14 xyxy=(92,735,300,750)
prev-page-fragment: Lö- xyxy=(2,770,23,785)
directory-entry: — Wwe., P., Albertstr. 1 xyxy=(92,1387,237,1402)
prev-page-fragment: . 45 xyxy=(2,722,27,738)
prev-page-fragment: 827, xyxy=(2,388,31,404)
directory-entry: — Hans, Zimmerm., Bergstr. 15 xyxy=(358,523,555,538)
directory-entry: — Mich., Brauer, v. Bargenstr. 34 xyxy=(890,150,1096,165)
directory-entry: — Wwe., Martha, Schmüserstr. 17 xyxy=(624,1666,836,1681)
directory-entry: Claudius, Joh., Buchbd., Narzissenweg 8 xyxy=(92,922,344,937)
directory-entry: Dey, K., Bahnwärter, Bramfelderstr. 88 xyxy=(890,1586,1130,1601)
directory-entry: Dähling Wwe., Friederike, Johannisstr. 81 xyxy=(358,1543,598,1572)
directory-entry: — Johs., Rentn., Karlstr. 62 xyxy=(92,882,260,897)
